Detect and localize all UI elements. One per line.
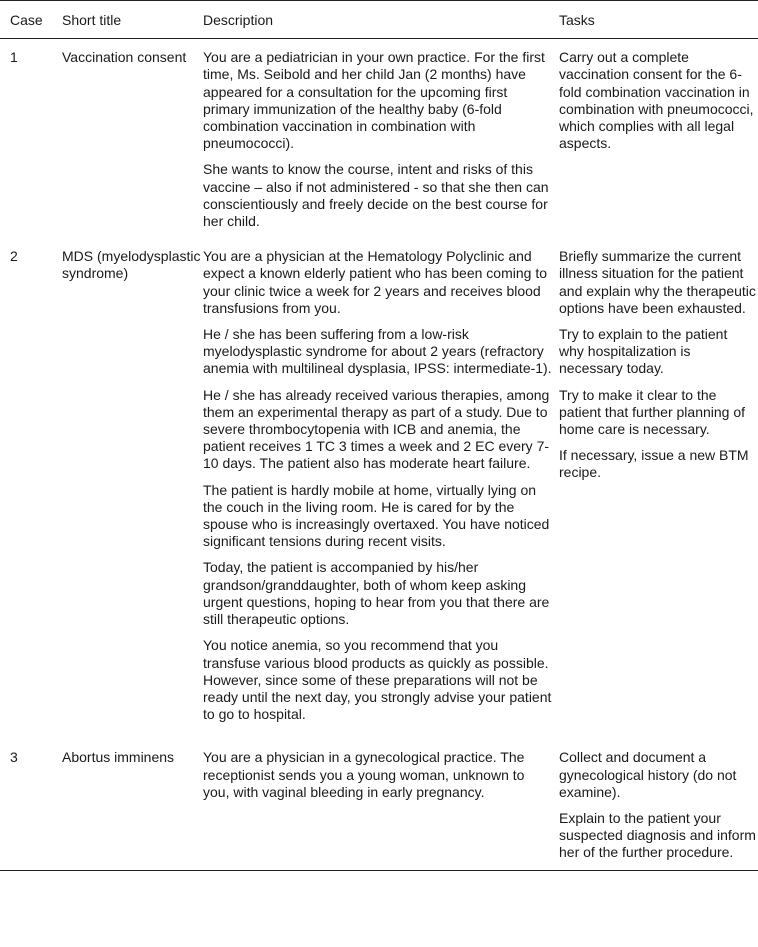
description-paragraph: The patient is hardly mobile at home, virtually lying on the couch in the living room. He is cared for by the spouse who is increasingly overtaxed. You have noticed significant tensions during recent visits.: [203, 481, 550, 550]
task-paragraph: Carry out a complete vaccination consent for the 6-fold combination vaccination in combination with pneumococci, which complies with all legal aspects.: [559, 49, 754, 152]
description-paragraph: You are a pediatrician in your own practice. For the first time, Ms. Seibold and her child Jan (2 months) have appeared for a consultation for the upcoming first primary immunization of the healthy baby (6-fold combination vaccination in combination with pneumococci).: [203, 49, 545, 152]
task-paragraph: Explain to the patient your suspected diagnosis and inform her of the further procedure.: [559, 809, 756, 861]
table-row: [0, 741, 758, 870]
tasks-cell: [559, 238, 758, 741]
tasks-cell: [559, 741, 758, 870]
description-cell: [203, 39, 559, 239]
description-paragraph: He / she has already received various therapies, among them an experimental therapy as part of a study. Due to severe thrombocytopenia with ICB and anemia, the patient receives 1 TC 3 times a week and 2 EC every 7-10 days. The patient also has moderate heart failure.: [203, 386, 550, 472]
header-case: Case: [0, 1, 62, 39]
table-row: [0, 39, 758, 239]
case-number: 3: [10, 749, 18, 766]
description-paragraph: She wants to know the course, intent and risks of this vaccine – also if not administered - so that she then can conscientiously and freely decide on the best course for her child.: [203, 161, 549, 230]
header-short-title: Short title: [62, 1, 203, 39]
description-paragraph: You are a physician in a gynecological practice. The receptionist sends you a young woman, unknown to you, with vaginal bleeding in early pregnancy.: [203, 749, 525, 800]
table-header: [0, 1, 758, 39]
task-paragraph: Briefly summarize the current illness situation for the patient and explain why the therapeutic options have been exhausted.: [559, 248, 756, 316]
description-paragraph: You are a physician at the Hematology Polyclinic and expect a known elderly patient who has been coming to your clinic twice a week for 2 years and receives blood transfusions from you.: [203, 248, 547, 316]
case-number: 1: [10, 49, 18, 66]
description-cell: [203, 238, 559, 741]
table-row: [0, 238, 758, 741]
short-title: MDS (myelodysplastic syndrome): [62, 248, 201, 282]
case-number: 2: [10, 248, 18, 265]
tasks-cell: [559, 39, 758, 239]
description-paragraph: He / she has been suffering from a low-risk myelodysplastic syndrome for about 2 years (refractory anemia with multilineal dysplasia, IPSS: intermediate-1).: [203, 326, 552, 377]
header-row: [0, 1, 758, 39]
description-paragraph: Today, the patient is accompanied by his/her grandson/granddaughter, both of whom keep asking urgent questions, hoping to hear from you that there are still therapeutic options.: [203, 559, 550, 628]
task-paragraph: Try to explain to the patient why hospitalization is necessary today.: [559, 326, 728, 377]
task-paragraph: Try to make it clear to the patient that further planning of home care is necessary.: [559, 386, 746, 438]
task-paragraph: Collect and document a gynecological history (do not examine).: [559, 749, 737, 800]
short-title: Vaccination consent: [62, 49, 187, 66]
header-tasks: Tasks: [559, 1, 758, 39]
header-description: Description: [203, 1, 559, 39]
description-cell: [203, 741, 559, 870]
description-paragraph: You notice anemia, so you recommend that you transfuse various blood products as quickly as possible. However, since some of these preparations will not be ready until the next day, you strongly advise your patient to go to hospital.: [203, 637, 552, 723]
short-title: Abortus imminens: [62, 749, 175, 766]
task-paragraph: If necessary, issue a new BTM recipe.: [559, 447, 749, 481]
